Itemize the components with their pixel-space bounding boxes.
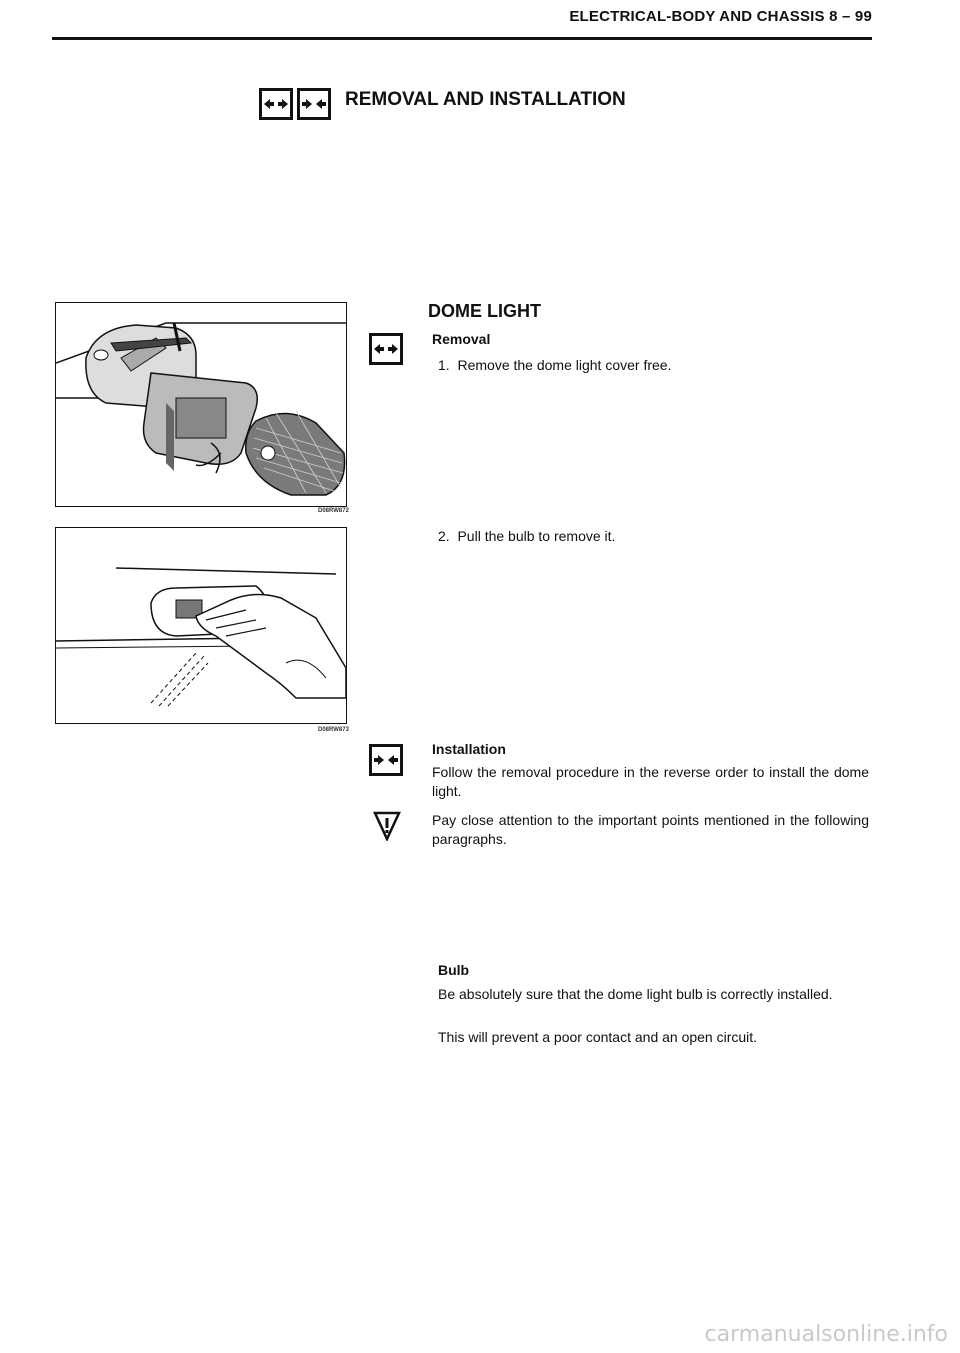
removal-symbol-icon [369, 333, 403, 365]
page-header-title: ELECTRICAL-BODY AND CHASSIS 8 – 99 [569, 8, 872, 25]
dome-light-assembly-illustration [55, 302, 347, 507]
bulb-paragraph: This will prevent a poor contact and an open circuit. [438, 1029, 758, 1045]
important-points-icon [373, 811, 401, 846]
step-number: 2. [438, 528, 450, 544]
bulb-heading: Bulb [438, 962, 470, 978]
figure-code: D08RW873 [318, 727, 349, 733]
installation-symbol-icon [369, 744, 403, 776]
installation-symbol-icon [297, 88, 331, 120]
installation-heading: Installation [432, 741, 506, 757]
watermark: carmanualsonline.info [704, 1322, 948, 1347]
removal-symbol-icon [259, 88, 293, 120]
dome-light-title: DOME LIGHT [428, 301, 541, 321]
removal-heading: Removal [432, 331, 491, 347]
header-rule [52, 37, 872, 40]
removal-step [438, 356, 671, 375]
step-text: Remove the dome light cover free. [457, 357, 672, 373]
bulb-paragraph: Be absolutely sure that the dome light bulb is correctly installed. [438, 986, 833, 1002]
installation-text: Follow the removal procedure in the reverse order to install the dome light. [432, 764, 869, 799]
step-text: Pull the bulb to remove it. [457, 528, 616, 544]
figure-code: D08RW872 [318, 508, 349, 514]
bulb-removal-hand-illustration [55, 527, 347, 724]
step-number: 1. [438, 357, 450, 373]
section-title: REMOVAL AND INSTALLATION [345, 89, 626, 110]
caution-text: Pay close attention to the important points mentioned in the following paragraphs. [432, 812, 869, 847]
removal-step [438, 527, 615, 546]
